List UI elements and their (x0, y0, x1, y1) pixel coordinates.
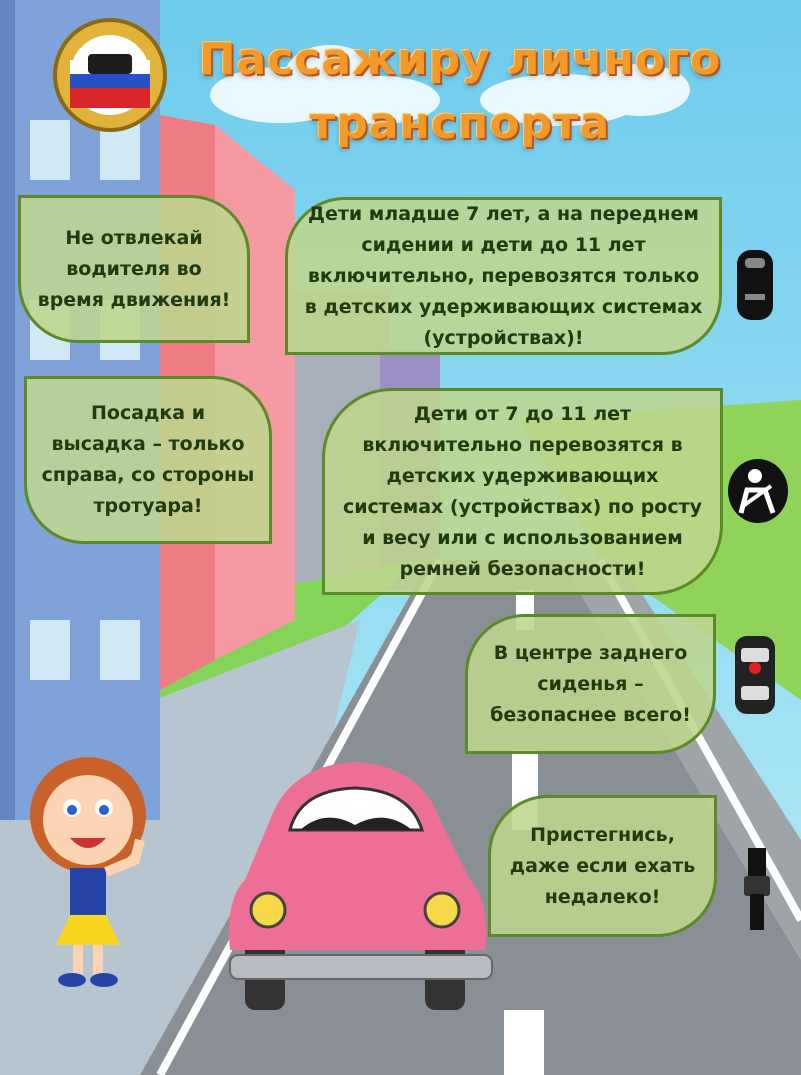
rule-bubble-children-7-11 (322, 388, 723, 595)
child-seat-icon (733, 248, 777, 322)
title-line-2: транспорта (309, 98, 611, 149)
seatbelt-sign-icon (727, 458, 789, 524)
car-top-view-icon (733, 634, 777, 716)
rule-text: В центре заднего сиденья – безопаснее всего! (490, 641, 691, 726)
rule-text: Дети от 7 до 11 лет включительно перевозятся в детских удерживающих системах (устройствах) по росту и весу или с использованием ремней безопасности! (342, 402, 703, 580)
seatbelt-buckle-icon (742, 848, 772, 930)
rule-bubble-child-seat-under-7 (285, 197, 722, 355)
page-title (180, 28, 740, 156)
rule-text: Посадка и высадка – только справа, со стороны тротуара! (41, 402, 255, 517)
rule-text: Дети младше 7 лет, а на переднем сидении и дети до 11 лет включительно, перевозятся только в детских удерживающих системах (устройствах)! (304, 202, 703, 349)
title-line-1: Пассажиру личного (198, 34, 722, 85)
rule-bubble-rear-center-seat (465, 614, 716, 754)
rule-text: Пристегнись, даже если ехать недалеко! (509, 823, 696, 908)
traffic-police-emblem-icon (40, 10, 180, 140)
rule-text: Не отвлекай водителя во время движения! (37, 226, 231, 311)
rule-bubble-exit-right-side (24, 376, 272, 544)
rule-bubble-fasten-seatbelt (488, 795, 717, 937)
rule-bubble-no-distraction (18, 195, 250, 343)
